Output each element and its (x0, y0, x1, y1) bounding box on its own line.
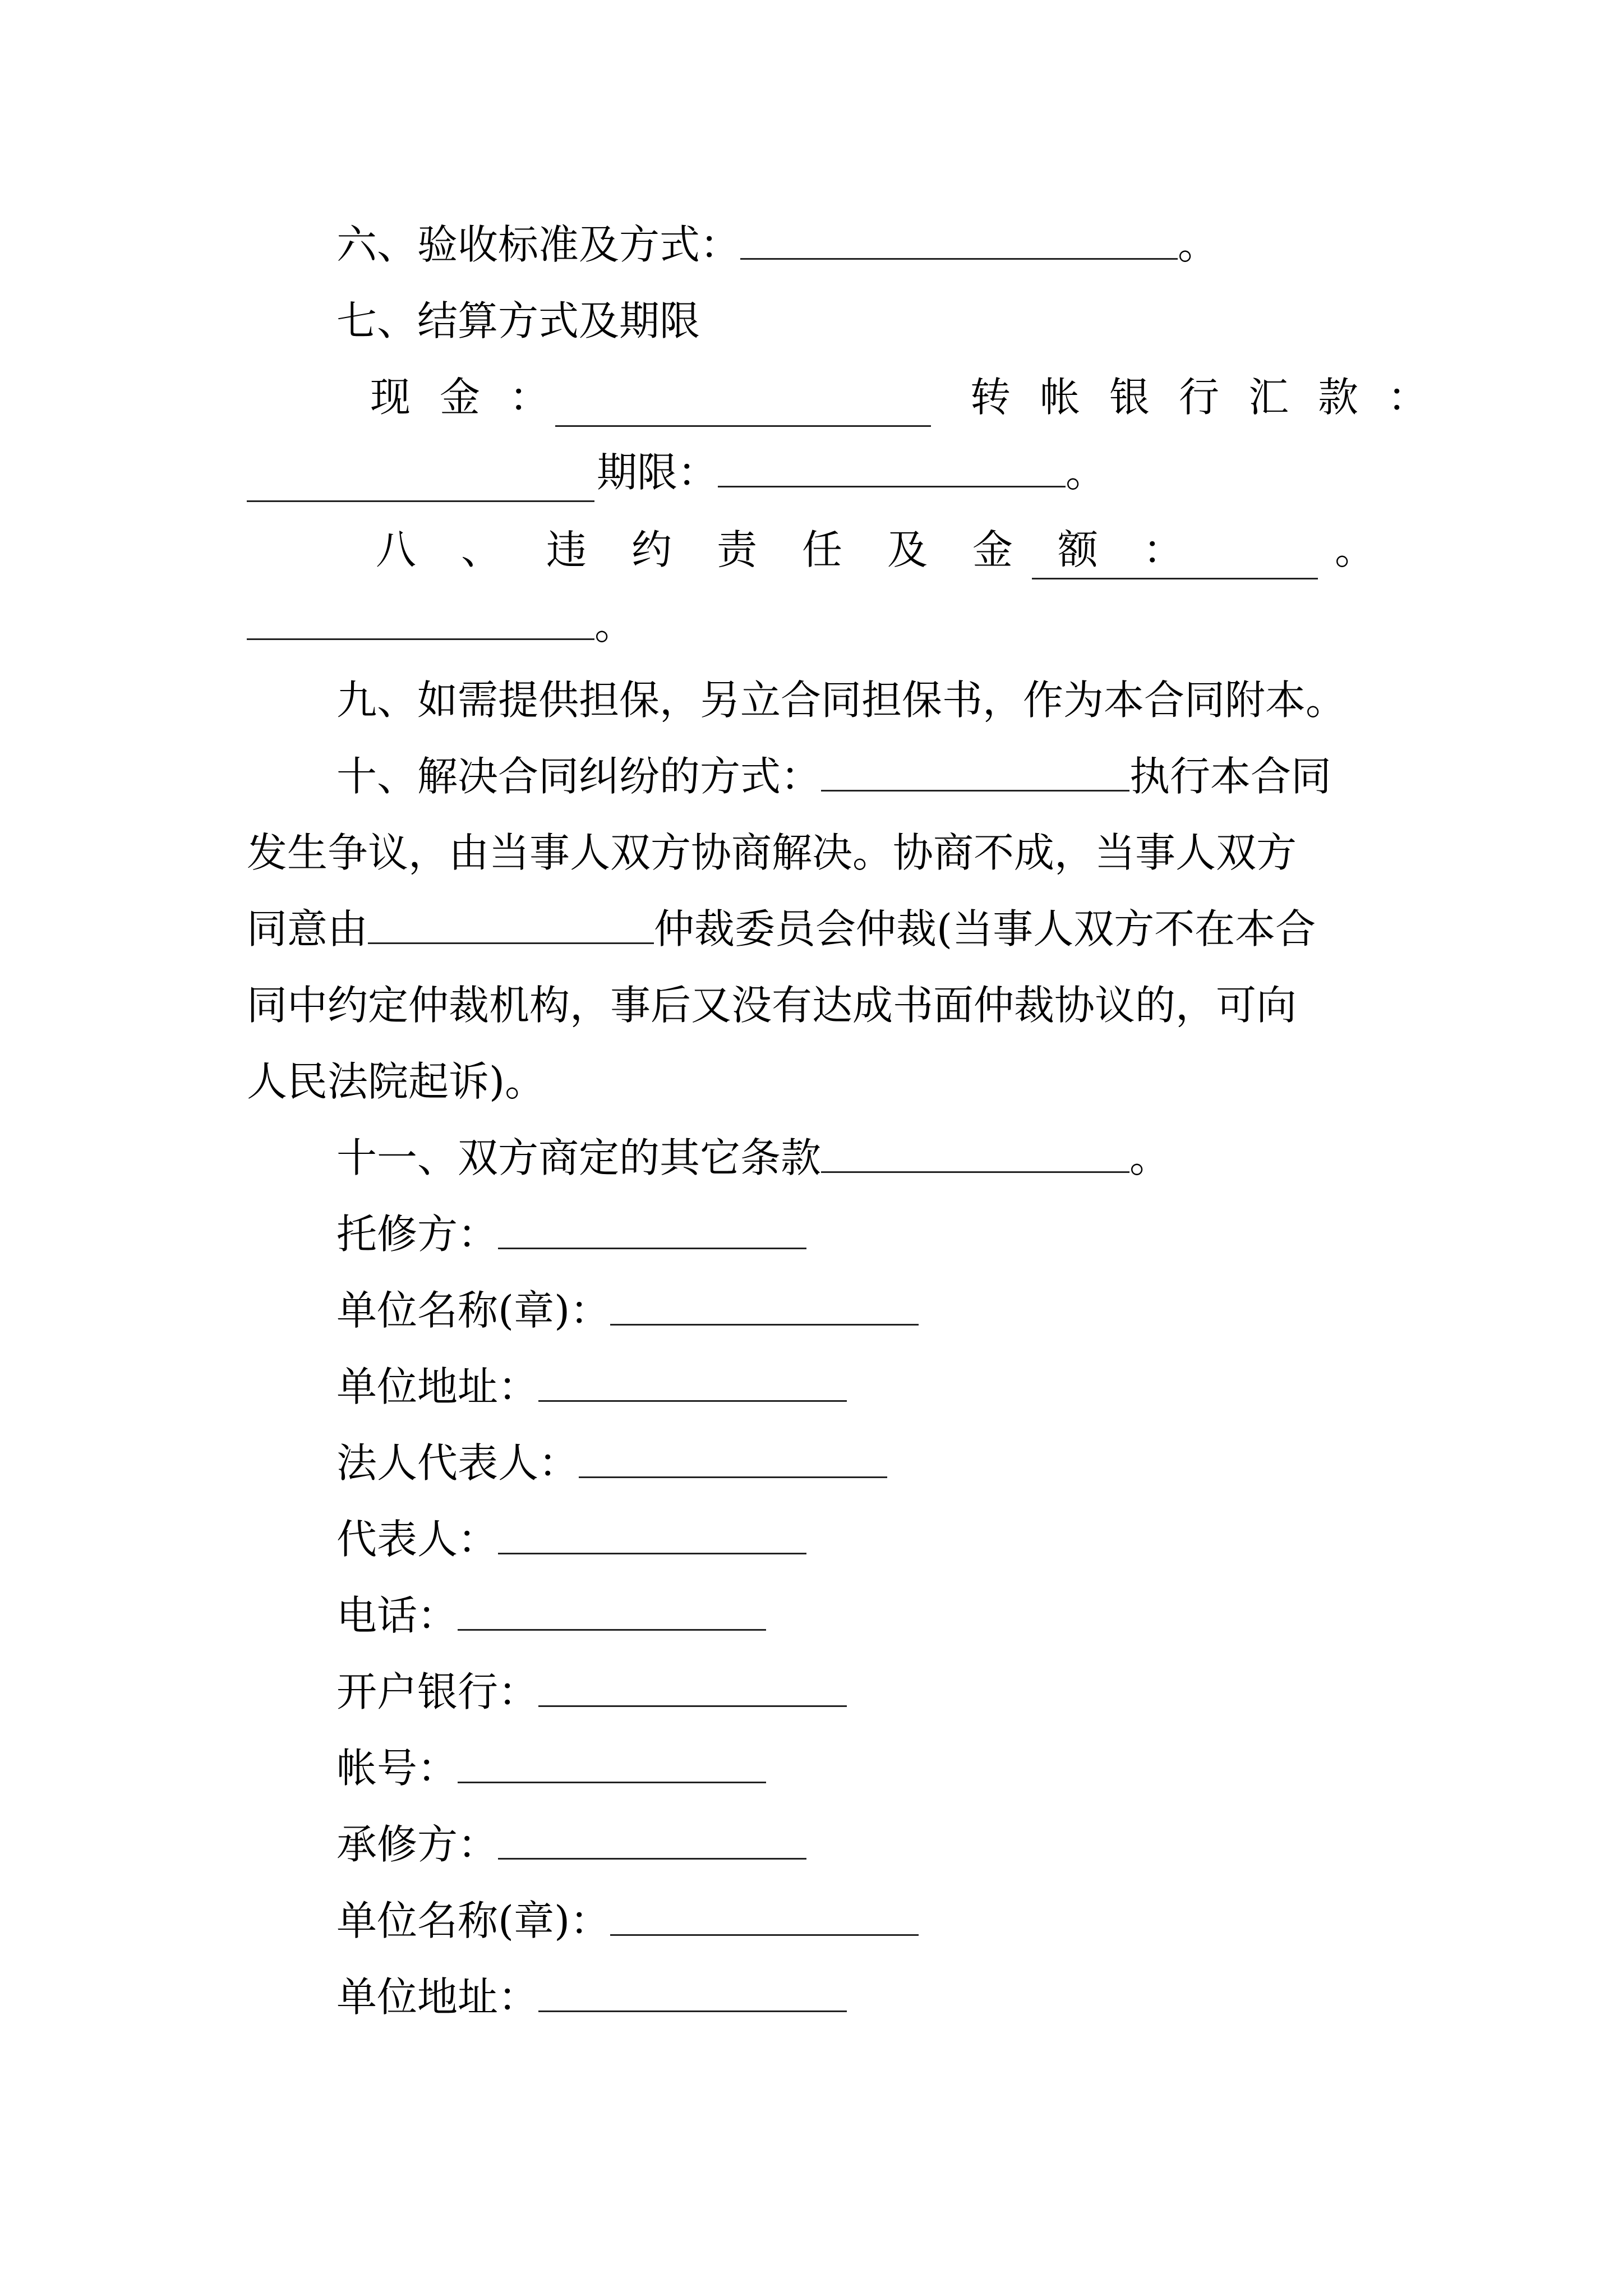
clause-10-line3-pre: 同意由 (247, 905, 368, 953)
contractor-name-blank[interactable] (610, 1893, 919, 1936)
acceptance-standard-blank[interactable] (740, 217, 1178, 260)
entruster-name-label: 单位名称(章)： (336, 1287, 611, 1334)
entruster-party-blank[interactable] (498, 1206, 806, 1249)
contractor-address (336, 1969, 847, 2025)
entruster-account-blank[interactable] (458, 1740, 766, 1783)
clause-7-title: 七、结算方式及期限 (336, 297, 700, 344)
arbitration-committee-blank[interactable] (368, 901, 654, 944)
penalty-blank[interactable] (1032, 522, 1318, 579)
transfer-blank[interactable] (247, 444, 594, 502)
clause-11 (336, 1130, 1170, 1186)
transfer-label-line (970, 369, 1457, 425)
entruster-rep-label: 代表人： (336, 1516, 499, 1563)
clause-6 (336, 217, 1218, 273)
term-blank[interactable] (718, 444, 1066, 487)
clause-8-line2 (247, 597, 635, 653)
other-terms-blank[interactable] (821, 1130, 1129, 1173)
contractor-party-label: 承修方： (336, 1821, 499, 1868)
contractor-address-blank[interactable] (538, 1969, 847, 2012)
entruster-bank-blank[interactable] (538, 1664, 847, 1707)
entruster-address (336, 1359, 847, 1415)
cash-blank[interactable] (555, 369, 931, 427)
term-end: 。 (1066, 449, 1106, 496)
cash-label: 现金： (370, 374, 579, 421)
clause-7-cash (370, 369, 579, 425)
term-line (597, 444, 1106, 500)
clause-10-label: 十、解决合同纠纷的方式： (336, 753, 822, 800)
entruster-phone-label: 电话： (336, 1592, 458, 1639)
entruster-legal-rep-blank[interactable] (579, 1435, 887, 1478)
entruster-name (336, 1282, 919, 1338)
entruster-account-label: 帐号： (336, 1745, 458, 1792)
entruster-phone (336, 1588, 766, 1644)
contractor-name (336, 1893, 919, 1949)
entruster-party (336, 1206, 806, 1262)
clause-8-label: 八、违约责任及金额： (376, 526, 1229, 573)
contractor-address-label: 单位地址： (336, 1973, 539, 2021)
transfer-label: 转帐银行汇款： (970, 374, 1458, 421)
term-label: 期限： (597, 449, 718, 496)
entruster-rep (336, 1511, 806, 1567)
clause-10-line5: 人民法院起诉)。 (247, 1058, 546, 1105)
entruster-bank (336, 1664, 847, 1720)
clause-10-tail: 执行本合同 (1129, 753, 1332, 800)
clause-11-end: 。 (1129, 1134, 1170, 1181)
clause-10-line1 (336, 748, 1331, 804)
penalty-amount-blank[interactable] (247, 597, 594, 640)
dispute-method-blank[interactable] (821, 748, 1129, 792)
clause-8-end2: 。 (594, 601, 635, 648)
clause-10-line2: 发生争议，由当事人双方协商解决。协商不成，当事人双方 (247, 829, 1297, 876)
contractor-party-blank[interactable] (498, 1816, 806, 1860)
entruster-party-label: 托修方： (336, 1211, 499, 1258)
clause-9: 九、如需提供担保，另立合同担保书，作为本合同附本。 (336, 677, 1347, 724)
entruster-address-label: 单位地址： (336, 1363, 539, 1410)
clause-10-line3-post: 仲裁委员会仲裁(当事人双方不在本合 (654, 905, 1316, 953)
entruster-account (336, 1740, 766, 1796)
entruster-legal-rep (336, 1435, 887, 1491)
clause-6-label: 六、验收标准及方式： (336, 221, 741, 268)
clause-8-end: 。 (1335, 526, 1376, 573)
entruster-phone-blank[interactable] (458, 1588, 766, 1631)
clause-11-label: 十一、双方商定的其它条款 (336, 1134, 822, 1181)
entruster-legal-rep-label: 法人代表人： (336, 1439, 579, 1487)
contractor-name-label: 单位名称(章)： (336, 1897, 611, 1944)
contractor-party (336, 1816, 806, 1872)
clause-6-end: 。 (1178, 221, 1219, 268)
clause-10-line4: 同中约定仲裁机构，事后又没有达成书面仲裁协议的，可向 (247, 982, 1297, 1029)
clause-10-line3 (247, 901, 1316, 957)
entruster-name-blank[interactable] (610, 1282, 919, 1326)
entruster-address-blank[interactable] (538, 1359, 847, 1402)
entruster-rep-blank[interactable] (498, 1511, 806, 1554)
entruster-bank-label: 开户银行： (336, 1668, 539, 1715)
